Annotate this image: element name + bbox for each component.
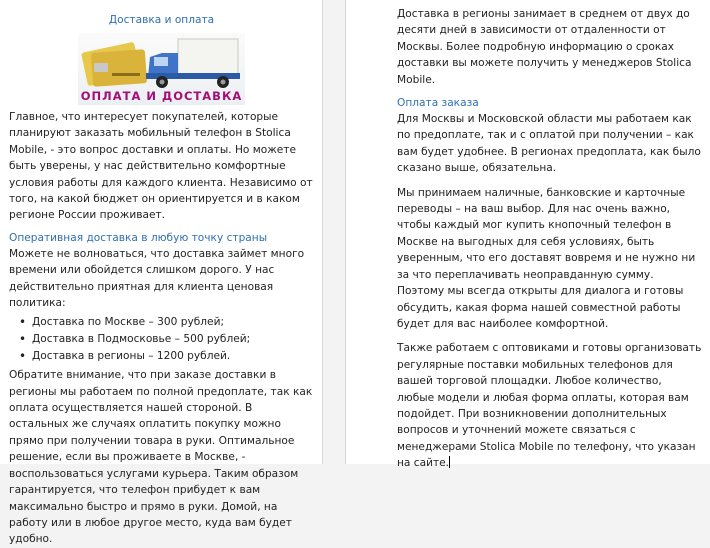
- banner-illustration: [78, 33, 245, 93]
- intro-paragraph: Главное, что интересует покупателей, которые планируют заказать мобильный телефон в Stolica Mobile, - это вопрос доставки и оплаты. Но можете быть уверены, у нас действительно комфортные условия работы для каждого клиента. Независимо от того, на какой бюджет он ориентируется и в каком регионе России проживает.: [9, 111, 313, 222]
- heading-order-payment: Оплата заказа: [397, 97, 479, 110]
- list-item: • Доставка в регионы – 1200 рублей.: [32, 348, 314, 365]
- delivery-truck-icon: [146, 39, 240, 88]
- list-item: • Доставка по Москве – 300 рублей;: [32, 314, 314, 331]
- text-cursor: [449, 456, 450, 468]
- wholesale-text: Также работаем с оптовиками и готовы организовать регулярные поставки мобильных телефонов для вашей торговой площадки. Любое количество, любые модели и любая форма оплаты, которая вам подойдет. При возникновении дополнительных вопросов и уточнений можете связаться с менеджерами Stolica Mobile по телефону, что указан на сайте.: [397, 342, 702, 470]
- payment-methods-paragraph: Мы принимаем наличные, банковские и карточные переводы – на ваш выбор. Для нас очень важно, чтобы каждый мог купить кнопочный телефон в Москве на выгодных для себя условиях, быть уверенным, что его доставят вовремя и не нужно ни за что переплачивать неоправданную сумму. Поэтому мы всегда открыты для диалога и готовы обсудить, какая форма нашей совместной работы будет для вас наиболее комфортной.: [397, 186, 696, 330]
- document-page-left: [0, 0, 322, 546]
- page-divider: [322, 0, 323, 464]
- credit-cards-icon: [81, 42, 147, 87]
- wholesale-paragraph: [397, 340, 702, 471]
- prepayment-paragraph: Обратите внимание, что при заказе доставки в регионы мы работаем по полной предоплате, так как оплата осуществляется нашей стороной. В остальных же случаях оплатить покупку можно прямо при получении товара в руки. Оптимальное решение, если вы проживаете в Москве, - воспользоваться услугами курьера. Таким образом гарантируется, что телефон прибудет к вам максимально быстро и прямо в руки. Домой, на работу или в любое другое место, куда вам будет удобно.: [9, 369, 313, 546]
- heading-fast-delivery: Оперативная доставка в любую точку страны: [9, 231, 268, 244]
- delivery-payment-banner: [78, 33, 245, 105]
- regions-delivery-paragraph: Доставка в регионы занимает в среднем от двух до десяти дней в зависимости от отдаленности от Москвы. Более подробную информацию о сроках доставки вы можете получить у менеджеров Stolica Mobile.: [397, 8, 692, 86]
- payment-terms-paragraph: Для Москвы и Московской области мы работаем как по предоплате, так и с оплатой при получении – как вам будет удобнее. В регионах предоплата, как было сказано выше, обязательна.: [397, 113, 701, 175]
- heading-delivery-payment: Доставка и оплата: [108, 14, 215, 26]
- pricing-intro-paragraph: Можете не волноваться, что доставка займет много времени или обойдется слишком дорого. У нас действительно приятная для клиента ценовая политика:: [9, 247, 305, 310]
- banner-text: ОПЛАТА И ДОСТАВКА: [80, 89, 243, 103]
- list-item: • Доставка в Подмосковье – 500 рублей;: [32, 331, 314, 348]
- document-page-right: [346, 0, 710, 470]
- delivery-price-list: [9, 314, 314, 364]
